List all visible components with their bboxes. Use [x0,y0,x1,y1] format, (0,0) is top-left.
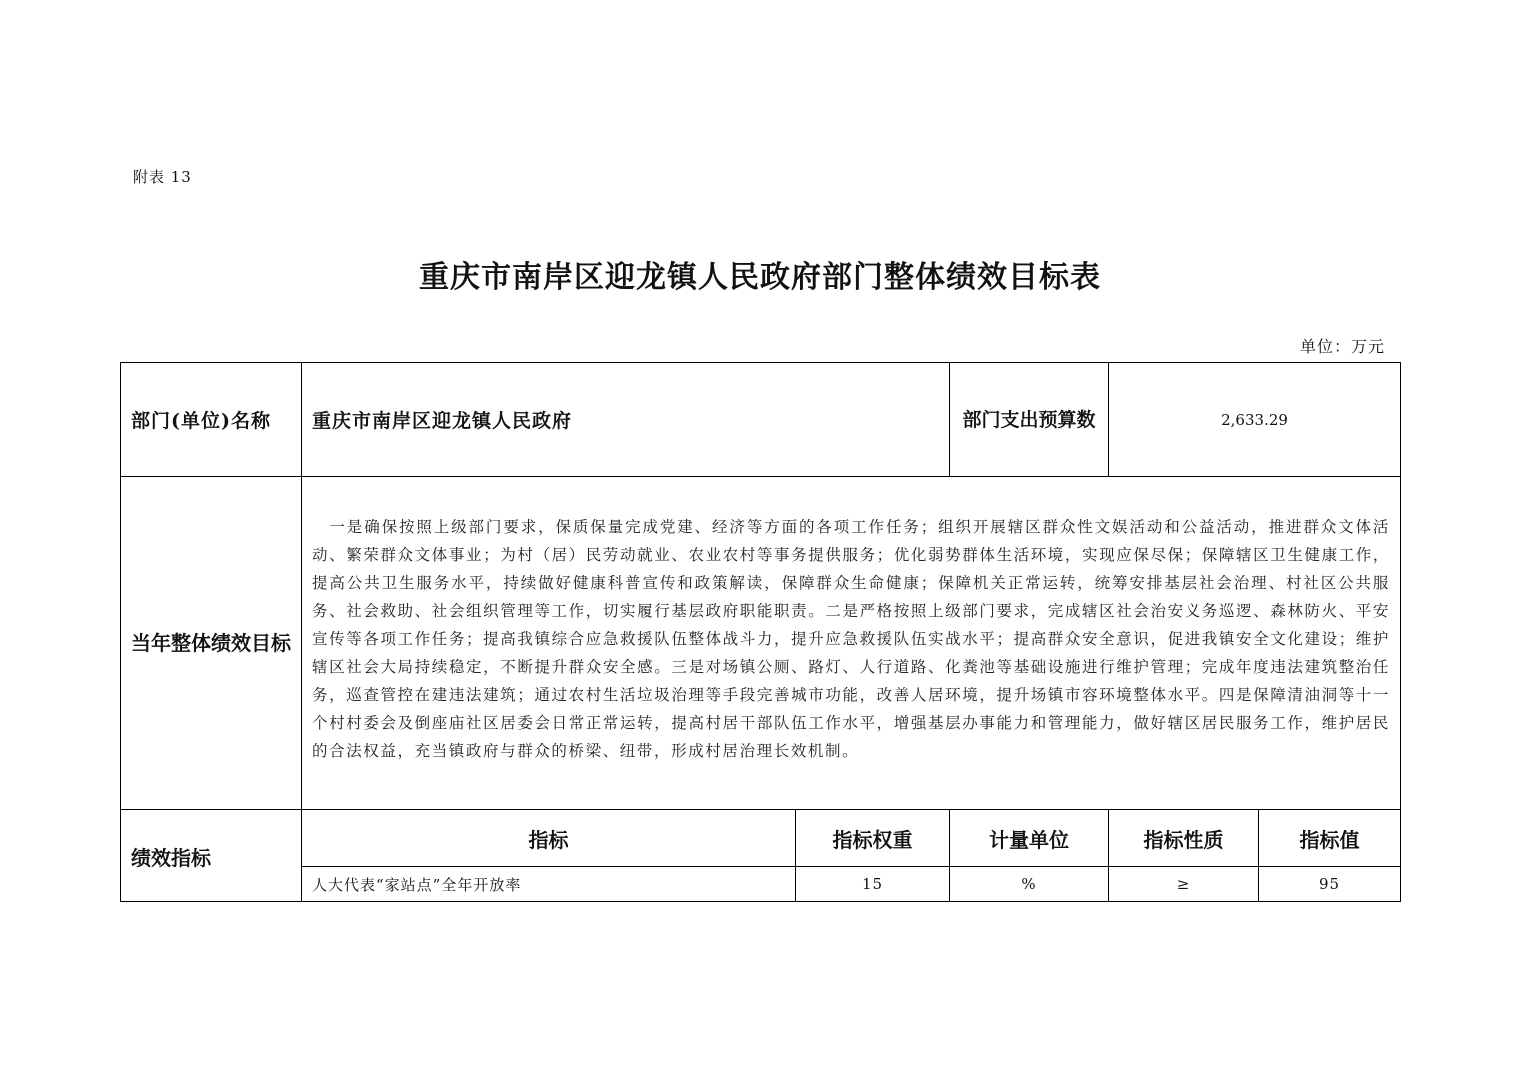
table-row [121,867,1401,902]
goal-text [302,477,1401,810]
indicator-unit: % [950,867,1109,902]
budget-value: 2,633.29 [1109,363,1401,477]
header-nature: 指标性质 [1109,810,1259,867]
dept-name-value: 重庆市南岸区迎龙镇人民政府 [302,363,950,477]
budget-label: 部门支出预算数 [950,363,1109,477]
dept-name-label: 部门(单位)名称 [121,363,302,477]
header-weight: 指标权重 [796,810,950,867]
goal-text-body: 一是确保按照上级部门要求，保质保量完成党建、经济等方面的各项工作任务；组织开展辖区群众性文娱活动和公益活动，推进群众文体活动、繁荣群众文体事业；为村（居）民劳动就业、农业农村等事务提供服务；优化弱势群体生活环境，实现应保尽保；保障辖区卫生健康工作，提高公共卫生服务水平，持续做好健康科普宣传和政策解读，保障群众生命健康；保障机关正常运转，统筹安排基层社会治理、村社区公共服务、社会救助、社会组织管理等工作，切实履行基层政府职能职责。二是严格按照上级部门要求，完成辖区社会治安义务巡逻、森林防火、平安宣传等各项工作任务；提高我镇综合应急救援队伍整体战斗力，提升应急救援队伍实战水平；提高群众安全意识，促进我镇安全文化建设；维护辖区社会大局持续稳定，不断提升群众安全感。三是对场镇公厕、路灯、人行道路、化粪池等基础设施进行维护管理；完成年度违法建筑整治任务，巡查管控在建违法建筑；通过农村生活垃圾治理等手段完善城市功能，改善人居环境，提升场镇市容环境整体水平。四是保障清油洞等十一个村村委会及倒座庙社区居委会日常正常运转，提高村居干部队伍工作水平，增强基层办事能力和管理能力，做好辖区居民服务工作，维护居民的合法权益，充当镇政府与群众的桥梁、纽带，形成村居治理长效机制。 [312,518,1391,760]
goal-label: 当年整体绩效目标 [121,477,302,810]
appendix-label: 附表 13 [133,168,192,186]
goal-row [121,477,1401,810]
header-indicator: 指标 [302,810,796,867]
indicator-nature: ≥ [1109,867,1259,902]
page-title: 重庆市南岸区迎龙镇人民政府部门整体绩效目标表 [419,260,1101,295]
indicator-weight: 15 [796,867,950,902]
header-unit: 计量单位 [950,810,1109,867]
header-value: 指标值 [1259,810,1401,867]
indicator-name: 人大代表“家站点”全年开放率 [302,867,796,902]
performance-label: 绩效指标 [121,810,302,902]
performance-target-table [120,362,1401,902]
unit-label: 单位：万元 [1300,337,1386,356]
indicator-value: 95 [1259,867,1401,902]
indicator-header-row [121,810,1401,867]
dept-row [121,363,1401,477]
